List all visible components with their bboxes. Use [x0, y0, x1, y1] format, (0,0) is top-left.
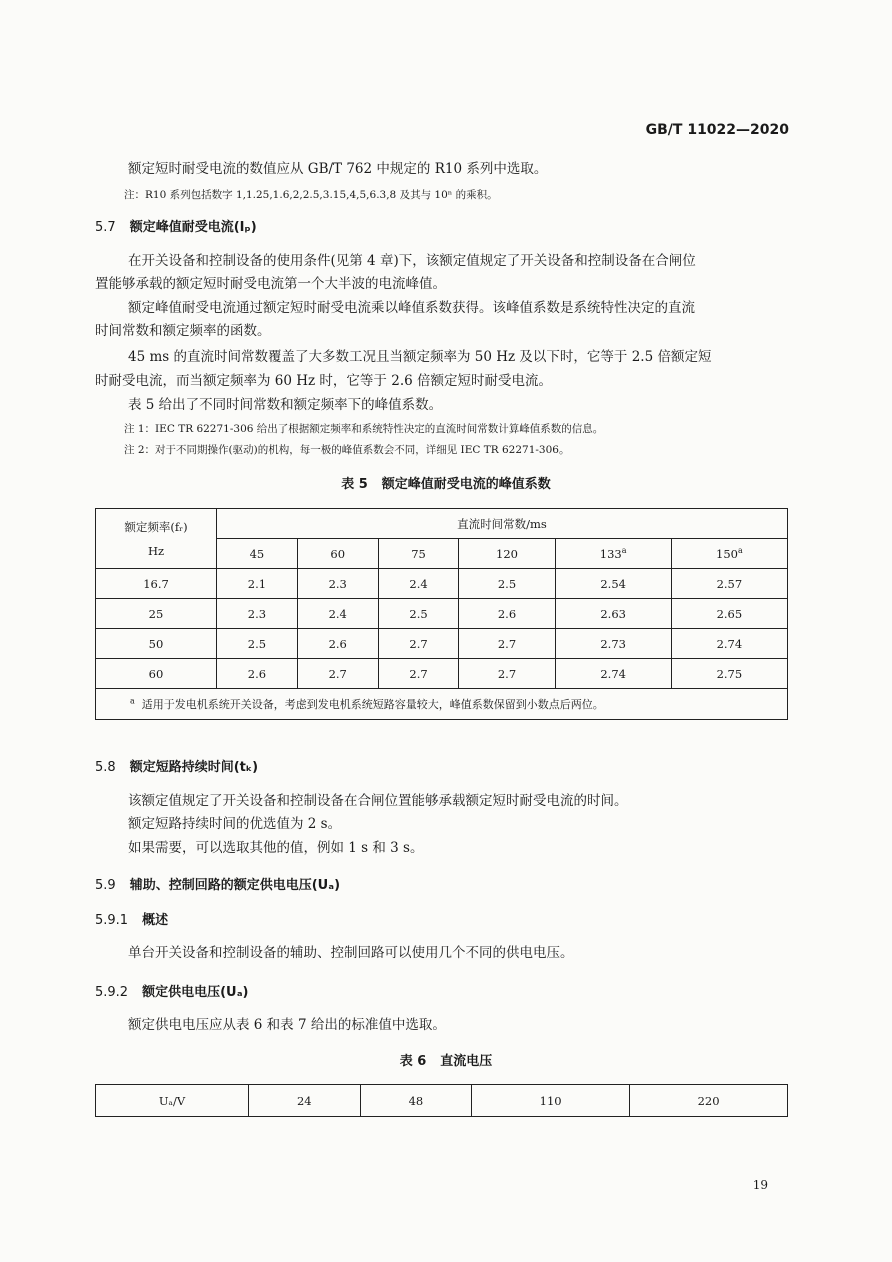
- value-cell: 2.7: [378, 629, 459, 659]
- section-5-9-heading: [95, 874, 340, 893]
- s592-p1: 额定供电电压应从表 6 和表 7 给出的标准值中选取。: [128, 1017, 446, 1033]
- tc-value-text: 150: [716, 546, 738, 561]
- table-row: [96, 629, 788, 659]
- table-row: [96, 1085, 788, 1117]
- value-cell: 2.73: [555, 629, 671, 659]
- value-cell: 2.7: [459, 659, 555, 689]
- section-title: 辅助、控制回路的额定供电电压(Uₐ): [129, 878, 341, 893]
- section-title: 额定短路持续时间(tₖ): [129, 760, 259, 775]
- value-cell: 2.6: [297, 629, 378, 659]
- s57-p2-line1: 额定峰值耐受电流通过额定短时耐受电流乘以峰值系数获得。该峰值系数是系统特性决定的直流: [128, 300, 695, 316]
- s57-p3-line1: 45 ms 的直流时间常数覆盖了大多数工况且当额定频率为 50 Hz 及以下时，它等于 2.5 倍额定短: [128, 349, 712, 365]
- value-cell: 2.57: [671, 569, 787, 599]
- table5-caption: [0, 473, 892, 492]
- table-row: [96, 599, 788, 629]
- tc-value: [671, 539, 787, 569]
- section-5-8-heading: [95, 756, 258, 775]
- value-cell: 2.1: [217, 569, 298, 599]
- value-cell: 24: [249, 1085, 361, 1117]
- table6-caption: [0, 1050, 892, 1069]
- page-number: 19: [752, 1178, 768, 1192]
- s57-p4: 表 5 给出了不同时间常数和额定频率下的峰值系数。: [128, 397, 443, 413]
- table5-head-freq: [96, 509, 217, 569]
- s58-p1: 该额定值规定了开关设备和控制设备在合闸位置能够承载额定短时耐受电流的时间。: [128, 793, 628, 809]
- table6-head: Uₐ/V: [96, 1085, 249, 1117]
- footnote-text: 适用于发电机系统开关设备，考虑到发电机系统短路容量较大，峰值系数保留到小数点后两位。: [141, 698, 604, 711]
- s57-note-1: 注 1：IEC TR 62271-306 给出了根据额定频率和系统特性决定的直流时间常数计算峰值系数的信息。: [124, 423, 604, 435]
- tc-value: 45: [217, 539, 298, 569]
- footnote-mark: a: [737, 546, 743, 556]
- value-cell: 2.3: [217, 599, 298, 629]
- table6: [95, 1084, 788, 1117]
- value-cell: 2.54: [555, 569, 671, 599]
- value-cell: 110: [472, 1085, 630, 1117]
- tc-value: [555, 539, 671, 569]
- s57-p1-line1: 在开关设备和控制设备的使用条件(见第 4 章)下，该额定值规定了开关设备和控制设备在合闸位: [128, 253, 696, 269]
- s57-note-2: 注 2：对于不同期操作(驱动)的机构，每一极的峰值系数会不同，详细见 IEC TR 62271-306。: [124, 444, 570, 456]
- head-freq-label: 额定频率(fᵣ): [124, 519, 188, 534]
- section-number: 5.9.1: [95, 913, 129, 928]
- value-cell: 2.4: [378, 569, 459, 599]
- footnote-mark: a: [130, 696, 135, 706]
- tc-value: 120: [459, 539, 555, 569]
- freq-cell: 16.7: [96, 569, 217, 599]
- value-cell: 2.7: [297, 659, 378, 689]
- value-cell: 2.65: [671, 599, 787, 629]
- section-title: 额定峰值耐受电流(Iₚ): [129, 220, 257, 235]
- footnote-mark: a: [621, 546, 627, 556]
- head-freq-unit: Hz: [147, 543, 165, 558]
- table5: [95, 508, 788, 720]
- tc-value: 75: [378, 539, 459, 569]
- table6-caption-title: 直流电压: [440, 1054, 493, 1069]
- value-cell: 220: [630, 1085, 788, 1117]
- table6-caption-number: 表 6: [399, 1054, 427, 1069]
- section-number: 5.8: [95, 760, 116, 775]
- section-number: 5.7: [95, 220, 116, 235]
- table5-footnote-row: [96, 689, 788, 720]
- table5-caption-number: 表 5: [341, 477, 368, 492]
- table-row: [96, 569, 788, 599]
- value-cell: 2.5: [217, 629, 298, 659]
- tc-value: 60: [297, 539, 378, 569]
- s57-p2-line2: 时间常数和额定频率的函数。: [95, 323, 271, 339]
- s57-p3-line2: 时耐受电流，而当额定频率为 60 Hz 时，它等于 2.6 倍额定短时耐受电流。: [95, 373, 552, 389]
- section-5-9-2-heading: [95, 981, 248, 1000]
- freq-cell: 25: [96, 599, 217, 629]
- section-number: 5.9.2: [95, 985, 129, 1000]
- section-5-9-1-heading: [95, 909, 168, 928]
- s58-p2: 额定短路持续时间的优选值为 2 s。: [128, 816, 342, 832]
- standard-code: GB/T 11022—2020: [645, 122, 789, 138]
- value-cell: 2.5: [378, 599, 459, 629]
- value-cell: 2.3: [297, 569, 378, 599]
- section-number: 5.9: [95, 878, 116, 893]
- s57-p1-line2: 置能够承载的额定短时耐受电流第一个大半波的电流峰值。: [95, 276, 446, 292]
- section-title: 额定供电电压(Uₐ): [142, 985, 249, 1000]
- value-cell: 48: [360, 1085, 472, 1117]
- section-title: 概述: [142, 913, 169, 928]
- table5-caption-title: 额定峰值耐受电流的峰值系数: [381, 477, 551, 492]
- table5-header-row: [96, 509, 788, 539]
- section-5-7-heading: [95, 216, 257, 235]
- value-cell: 2.6: [217, 659, 298, 689]
- tc-value-text: 133: [599, 546, 622, 561]
- value-cell: 2.63: [555, 599, 671, 629]
- value-cell: 2.6: [459, 599, 555, 629]
- s591-p1: 单台开关设备和控制设备的辅助、控制回路可以使用几个不同的供电电压。: [128, 945, 574, 961]
- table5-footnote: [96, 689, 788, 720]
- table-row: [96, 659, 788, 689]
- freq-cell: 50: [96, 629, 217, 659]
- s58-p3: 如果需要，可以选取其他的值，例如 1 s 和 3 s。: [128, 840, 424, 856]
- value-cell: 2.74: [671, 629, 787, 659]
- freq-cell: 60: [96, 659, 217, 689]
- value-cell: 2.74: [555, 659, 671, 689]
- intro-paragraph: 额定短时耐受电流的数值应从 GB/T 762 中规定的 R10 系列中选取。: [128, 161, 548, 177]
- value-cell: 2.75: [671, 659, 787, 689]
- value-cell: 2.7: [459, 629, 555, 659]
- table5-head-tc: 直流时间常数/ms: [217, 509, 788, 539]
- value-cell: 2.4: [297, 599, 378, 629]
- value-cell: 2.7: [378, 659, 459, 689]
- value-cell: 2.5: [459, 569, 555, 599]
- note-r10: 注：R10 系列包括数字 1,1.25,1.6,2,2.5,3.15,4,5,6.3,8 及其与 10ⁿ 的乘积。: [124, 189, 498, 201]
